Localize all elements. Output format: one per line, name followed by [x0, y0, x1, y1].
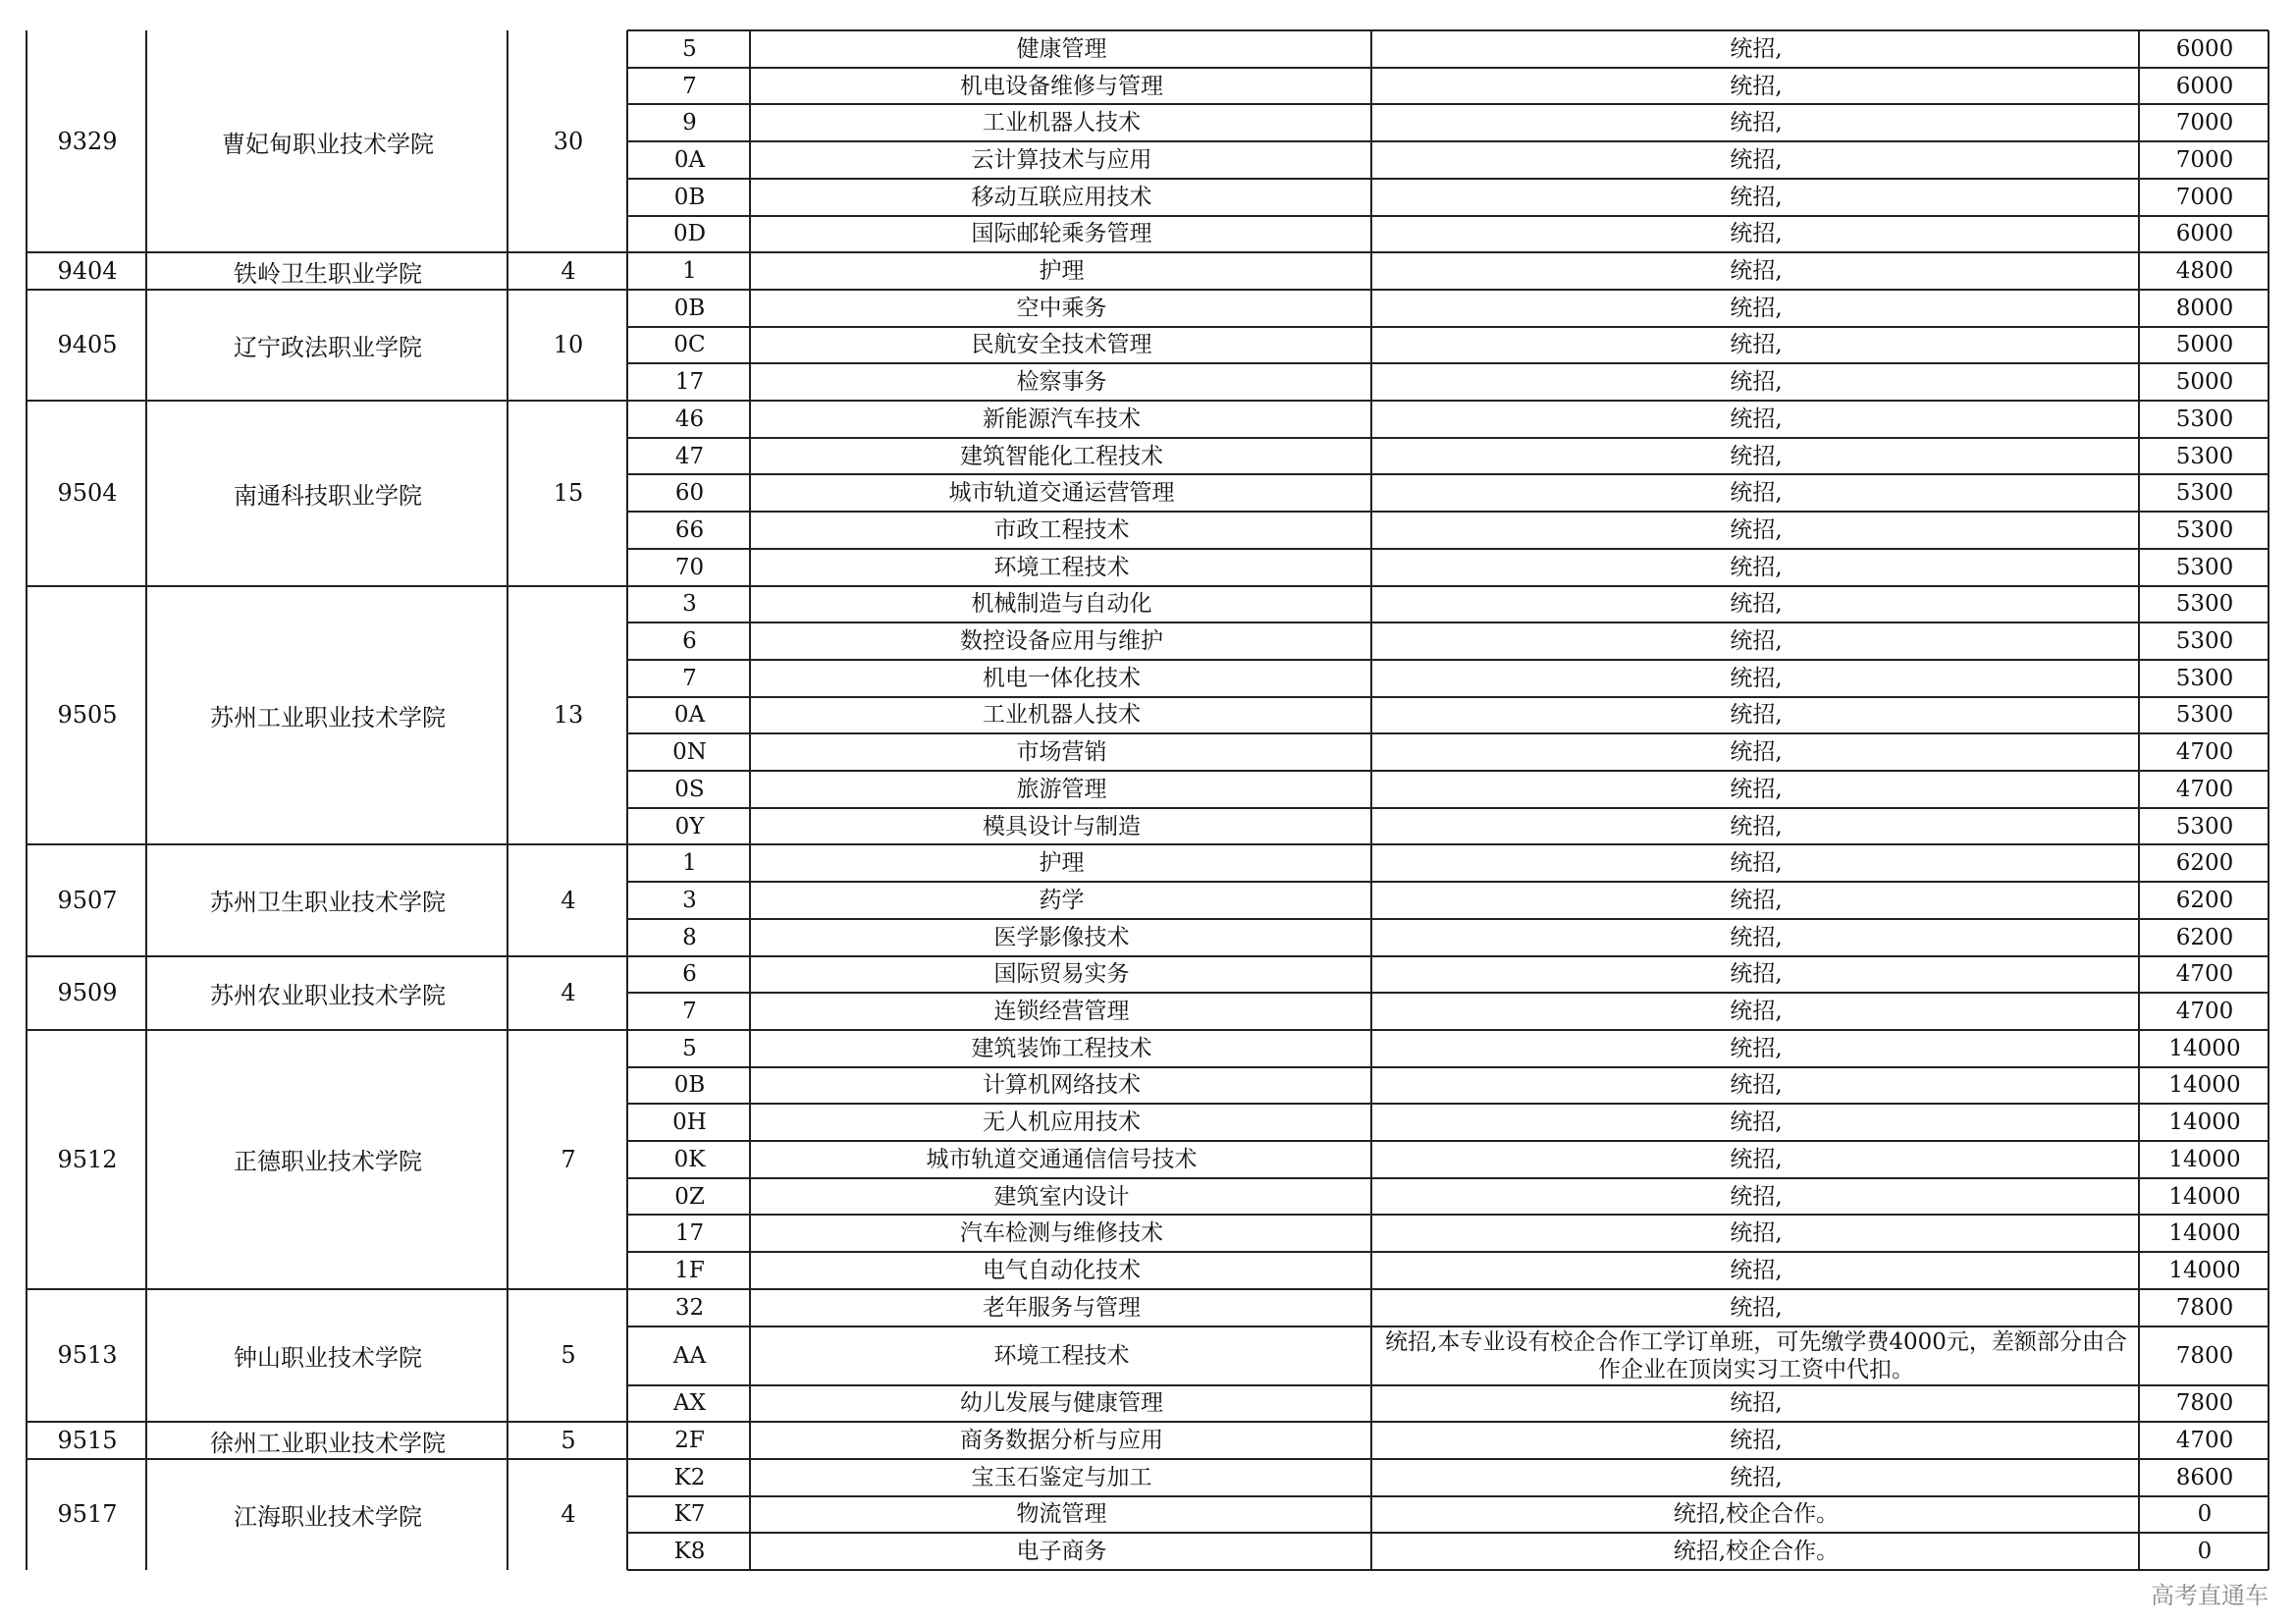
major-fee: 5000 [2175, 369, 2234, 396]
column-divider [2268, 30, 2269, 1570]
school-name: 江海职业技术学院 [234, 1502, 422, 1531]
school-divider [627, 1569, 2269, 1571]
school-count: 5 [561, 1341, 576, 1370]
major-fee: 8600 [2175, 1464, 2234, 1490]
school-name: 南通科技职业学院 [234, 481, 422, 510]
major-name: 电子商务 [1016, 1539, 1107, 1565]
school-code: 9504 [57, 479, 118, 508]
major-note: 统招, [1730, 1035, 1783, 1061]
major-name: 商务数据分析与应用 [960, 1428, 1163, 1454]
major-note: 统招, [1730, 850, 1783, 877]
major-fee: 4700 [2175, 739, 2234, 766]
major-code: 3 [682, 887, 697, 913]
watermark: 高考直通车 [2151, 1582, 2269, 1609]
major-code: 1F [674, 1257, 705, 1283]
major-name: 幼儿发展与健康管理 [960, 1390, 1163, 1417]
school-block [27, 1459, 2269, 1570]
major-note: 统招, [1730, 35, 1783, 62]
major-name: 国际邮轮乘务管理 [971, 221, 1152, 247]
major-fee: 5300 [2175, 591, 2234, 618]
major-code: 2F [674, 1428, 705, 1454]
major-code: 1 [682, 258, 697, 285]
school-count: 13 [553, 701, 584, 730]
school-count: 30 [553, 128, 584, 156]
major-note: 统招, [1730, 1146, 1783, 1172]
admission-table [27, 30, 2269, 1570]
major-fee: 7000 [2175, 184, 2234, 210]
major-note: 统招, [1730, 887, 1783, 913]
major-note: 统招, [1730, 480, 1783, 507]
major-name: 物流管理 [1016, 1501, 1107, 1528]
major-name: 工业机器人技术 [983, 702, 1141, 729]
school-code: 9329 [57, 128, 118, 156]
major-note: 统招, [1730, 776, 1783, 802]
major-note: 统招, [1730, 258, 1783, 285]
major-name: 云计算技术与应用 [971, 146, 1152, 173]
major-fee: 5300 [2175, 443, 2234, 469]
major-name: 建筑智能化工程技术 [960, 443, 1163, 469]
major-code: 66 [674, 516, 705, 543]
major-name: 无人机应用技术 [983, 1110, 1141, 1136]
school-count: 4 [561, 1500, 576, 1529]
major-fee: 4700 [2175, 776, 2234, 802]
major-name: 市政工程技术 [993, 516, 1130, 543]
school-name: 徐州工业职业技术学院 [210, 1429, 446, 1457]
major-note: 统招, [1730, 924, 1783, 950]
major-fee: 7800 [2175, 1294, 2234, 1321]
column-divider [626, 30, 628, 1570]
school-code: 9515 [57, 1427, 118, 1455]
major-name: 建筑室内设计 [993, 1183, 1130, 1210]
major-note: 统招, [1730, 739, 1783, 766]
major-fee: 5300 [2175, 628, 2234, 655]
major-note: 统招, [1730, 110, 1783, 136]
major-fee: 6000 [2175, 73, 2234, 99]
school-block [27, 956, 2269, 1030]
major-code: 0A [673, 702, 706, 729]
school-code: 9505 [57, 701, 118, 730]
major-code: 0N [672, 739, 707, 766]
major-name: 老年服务与管理 [983, 1294, 1141, 1321]
major-note: 统招, [1730, 73, 1783, 99]
major-code: 0B [673, 184, 706, 210]
major-code: AX [673, 1390, 706, 1417]
school-block [27, 401, 2269, 586]
major-name: 民航安全技术管理 [971, 332, 1152, 358]
major-note: 统招, [1730, 1464, 1783, 1490]
major-code: 0Z [674, 1183, 705, 1210]
school-block [27, 1422, 2269, 1459]
major-code: 0A [673, 146, 706, 173]
major-note: 统招, [1730, 628, 1783, 655]
major-name: 市场营销 [1016, 739, 1107, 766]
major-note: 统招, [1730, 961, 1783, 988]
major-code: 32 [674, 1294, 705, 1321]
major-fee: 4800 [2175, 258, 2234, 285]
major-name: 模具设计与制造 [983, 813, 1141, 839]
school-count: 4 [561, 886, 576, 914]
school-code: 9507 [57, 886, 118, 914]
major-fee: 5300 [2175, 665, 2234, 691]
major-name: 连锁经营管理 [993, 999, 1130, 1025]
major-name: 国际贸易实务 [993, 961, 1130, 988]
major-name: 城市轨道交通运营管理 [948, 480, 1175, 507]
school-code: 9513 [57, 1341, 118, 1370]
major-code: K7 [673, 1501, 706, 1528]
school-block [27, 252, 2269, 290]
major-note: 统招, [1730, 1072, 1783, 1099]
school-count: 15 [553, 479, 584, 508]
school-name: 正德职业技术学院 [234, 1148, 422, 1176]
major-name: 旅游管理 [1016, 776, 1107, 802]
major-code: 17 [674, 1220, 705, 1247]
school-count: 4 [561, 979, 576, 1007]
major-code: 0K [673, 1146, 706, 1172]
school-block [27, 30, 2269, 252]
major-fee: 7000 [2175, 146, 2234, 173]
school-code: 9405 [57, 331, 118, 359]
major-code: 3 [682, 591, 697, 618]
major-code: 0Y [674, 813, 705, 839]
major-code: 0S [674, 776, 705, 802]
major-name: 工业机器人技术 [983, 110, 1141, 136]
major-note: 统招, [1730, 221, 1783, 247]
major-note: 统招, [1730, 1428, 1783, 1454]
major-fee: 7800 [2175, 1390, 2234, 1417]
major-name: 建筑装饰工程技术 [971, 1035, 1152, 1061]
major-fee: 5300 [2175, 702, 2234, 729]
major-fee: 5300 [2175, 406, 2234, 432]
major-note: 统招, [1730, 1110, 1783, 1136]
major-note: 统招,校企合作。 [1673, 1501, 1840, 1528]
major-name: 空中乘务 [1016, 295, 1107, 321]
major-fee: 5300 [2175, 554, 2234, 580]
major-note: 统招, [1730, 554, 1783, 580]
major-note: 统招, [1730, 665, 1783, 691]
school-code: 9512 [57, 1145, 118, 1173]
major-code: 0C [673, 332, 706, 358]
major-code: 8 [682, 924, 697, 950]
major-code: 0D [672, 221, 707, 247]
column-divider [1370, 30, 1372, 1570]
major-note: 统招, [1730, 999, 1783, 1025]
major-fee: 5300 [2175, 480, 2234, 507]
major-code: 5 [682, 1035, 697, 1061]
major-fee: 6200 [2175, 924, 2234, 950]
major-code: 6 [682, 628, 697, 655]
major-note: 统招, [1730, 1390, 1783, 1417]
school-name: 辽宁政法职业学院 [234, 333, 422, 361]
major-note: 统招, [1730, 702, 1783, 729]
major-code: 17 [674, 369, 705, 396]
major-code: 7 [682, 665, 697, 691]
school-name: 钟山职业技术学院 [234, 1343, 422, 1372]
major-note: 统招,本专业设有校企合作工学订单班，可先缴学费4000元，差额部分由合作企业在顶岗实习工资中代扣。 [1385, 1328, 2127, 1382]
major-note: 统招, [1730, 813, 1783, 839]
major-name: 汽车检测与维修技术 [960, 1220, 1163, 1247]
major-name: 护理 [1039, 850, 1085, 877]
major-name: 机械制造与自动化 [971, 591, 1152, 618]
major-fee: 6000 [2175, 221, 2234, 247]
school-code: 9517 [57, 1500, 118, 1529]
school-name: 苏州卫生职业技术学院 [210, 889, 446, 917]
school-name: 曹妃甸职业技术学院 [222, 130, 434, 158]
major-fee: 7800 [2175, 1342, 2234, 1369]
school-count: 5 [561, 1427, 576, 1455]
major-note: 统招, [1730, 1294, 1783, 1321]
major-fee: 14000 [2168, 1072, 2241, 1099]
major-fee: 14000 [2168, 1035, 2241, 1061]
major-note: 统招, [1730, 146, 1783, 173]
major-name: 城市轨道交通通信信号技术 [926, 1146, 1198, 1172]
major-note: 统招,校企合作。 [1673, 1539, 1840, 1565]
major-note: 统招, [1730, 516, 1783, 543]
column-divider [507, 30, 508, 1570]
major-note: 统招, [1730, 1183, 1783, 1210]
major-note: 统招, [1730, 295, 1783, 321]
major-fee: 14000 [2168, 1257, 2241, 1283]
major-name: 移动互联应用技术 [971, 184, 1152, 210]
major-code: 47 [674, 443, 705, 469]
major-code: 0B [673, 295, 706, 321]
school-count: 7 [561, 1145, 576, 1173]
major-fee: 5300 [2175, 516, 2234, 543]
major-fee: 5000 [2175, 332, 2234, 358]
major-name: 医学影像技术 [993, 924, 1130, 950]
major-name: 检察事务 [1016, 369, 1107, 396]
major-fee: 5300 [2175, 813, 2234, 839]
school-count: 4 [561, 257, 576, 286]
school-block [27, 1030, 2269, 1289]
major-name: 环境工程技术 [993, 554, 1130, 580]
major-note: 统招, [1730, 1257, 1783, 1283]
major-fee: 8000 [2175, 295, 2234, 321]
major-note: 统招, [1730, 406, 1783, 432]
major-note: 统招, [1730, 591, 1783, 618]
major-code: 1 [682, 850, 697, 877]
major-name: 数控设备应用与维护 [960, 628, 1163, 655]
major-code: 46 [674, 406, 705, 432]
major-fee: 14000 [2168, 1183, 2241, 1210]
major-fee: 4700 [2175, 999, 2234, 1025]
major-code: K8 [673, 1539, 706, 1565]
major-code: 0B [673, 1072, 706, 1099]
major-name: 护理 [1039, 258, 1085, 285]
major-code: AA [672, 1342, 707, 1369]
school-block [27, 844, 2269, 955]
major-note: 统招, [1730, 1220, 1783, 1247]
school-block [27, 290, 2269, 401]
major-fee: 4700 [2175, 1428, 2234, 1454]
major-fee: 0 [2197, 1501, 2213, 1528]
major-note: 统招, [1730, 443, 1783, 469]
column-divider [2138, 30, 2140, 1570]
major-fee: 7000 [2175, 110, 2234, 136]
major-code: 6 [682, 961, 697, 988]
school-name: 苏州农业职业技术学院 [210, 981, 446, 1009]
major-fee: 6000 [2175, 35, 2234, 62]
major-code: 70 [674, 554, 705, 580]
major-fee: 4700 [2175, 961, 2234, 988]
major-code: K2 [673, 1464, 706, 1490]
major-name: 环境工程技术 [993, 1342, 1130, 1369]
column-divider [26, 30, 27, 1570]
column-divider [749, 30, 751, 1570]
major-code: 7 [682, 73, 697, 99]
major-name: 健康管理 [1016, 35, 1107, 62]
column-divider [145, 30, 147, 1570]
major-code: 7 [682, 999, 697, 1025]
major-fee: 14000 [2168, 1220, 2241, 1247]
school-name: 苏州工业职业技术学院 [210, 703, 446, 731]
major-code: 0H [672, 1110, 707, 1136]
school-code: 9509 [57, 979, 118, 1007]
major-fee: 6200 [2175, 850, 2234, 877]
school-count: 10 [553, 331, 584, 359]
major-fee: 14000 [2168, 1146, 2241, 1172]
major-code: 5 [682, 35, 697, 62]
major-code: 60 [674, 480, 705, 507]
major-name: 机电设备维修与管理 [960, 73, 1163, 99]
table-top-border [627, 29, 2269, 31]
school-code: 9404 [57, 257, 118, 286]
major-fee: 0 [2197, 1539, 2213, 1565]
school-block [27, 586, 2269, 845]
major-note: 统招, [1730, 184, 1783, 210]
major-name: 电气自动化技术 [983, 1257, 1141, 1283]
major-name: 机电一体化技术 [983, 665, 1141, 691]
major-code: 9 [682, 110, 697, 136]
major-name: 宝玉石鉴定与加工 [971, 1464, 1152, 1490]
major-fee: 14000 [2168, 1110, 2241, 1136]
major-note: 统招, [1730, 332, 1783, 358]
major-note: 统招, [1730, 369, 1783, 396]
major-name: 药学 [1039, 887, 1085, 913]
major-fee: 6200 [2175, 887, 2234, 913]
school-name: 铁岭卫生职业学院 [234, 259, 422, 288]
major-name: 新能源汽车技术 [983, 406, 1141, 432]
major-name: 计算机网络技术 [983, 1072, 1141, 1099]
school-block [27, 1289, 2269, 1422]
